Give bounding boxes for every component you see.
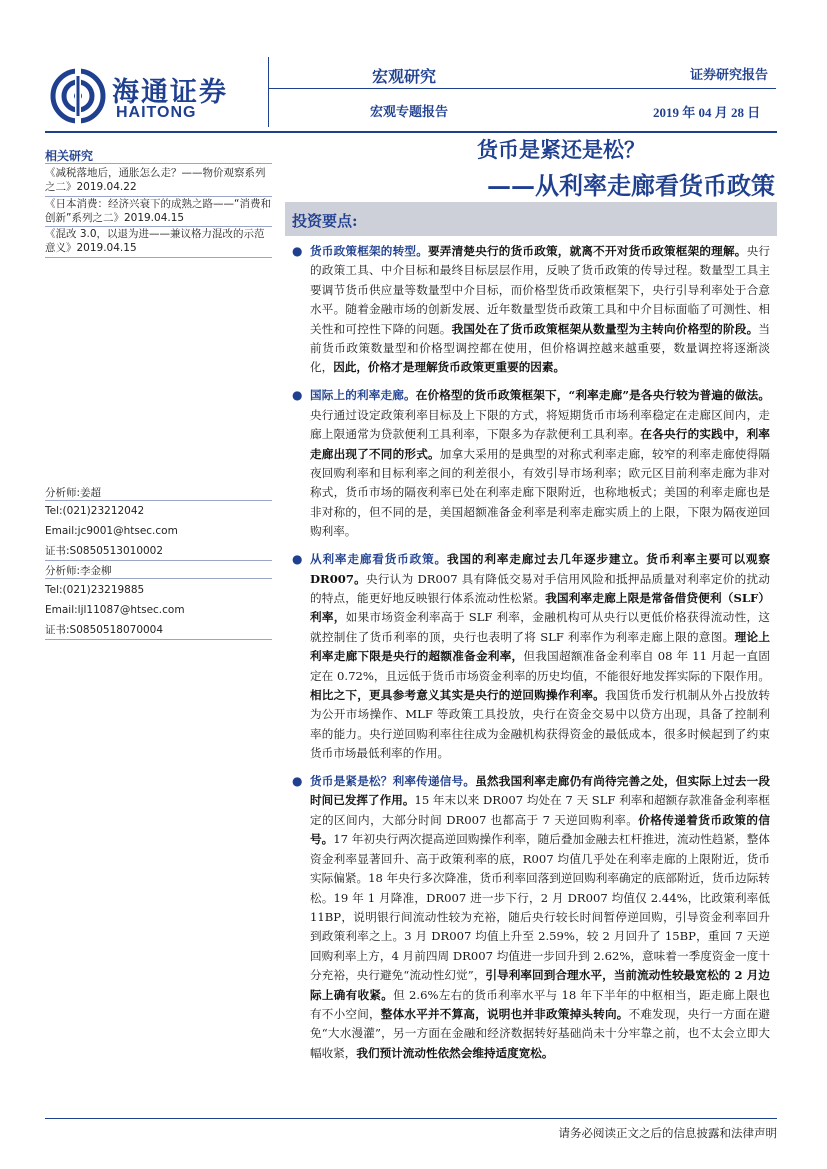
- report-type: 证券研究报告: [690, 68, 769, 83]
- related-date: 2019.04.15: [123, 212, 185, 224]
- header-divider: [268, 57, 269, 127]
- logo-english-text: HAITONG: [116, 104, 197, 121]
- paragraph-text: 相比之下，更具参考意义其实是央行的逆回购操作利率。: [310, 687, 605, 702]
- paragraph-heading: 货币是紧是松？利率传递信号。: [310, 774, 476, 789]
- key-point-paragraph: [292, 772, 770, 1063]
- sidebar-rule: [45, 639, 272, 640]
- report-subcategory: 宏观专题报告: [370, 105, 449, 120]
- related-title: 《混改 3.0，以退为进——兼议格力混改的示范意义》: [45, 228, 265, 254]
- analyst-cert: 证书:S0850513010002: [45, 545, 164, 557]
- paragraph-text: 加拿大采用的是典型的对称式利率走廊，较窄的利率走廊使得隔夜回购利率和目标利率之间的利差很小，有效引导市场利率；欧元区目前利率走廊为非对称式，货币市场的隔夜利率已处在利率走廊下限附近，也称地板式；美国的利率走廊也是非对称的，但不同的是，美国超额准备金利率是利率走廊实质上的上限，下限为隔夜逆回购利率。: [310, 446, 770, 539]
- related-item[interactable]: [45, 197, 272, 225]
- logo-chinese-text: 海通证券: [112, 77, 228, 108]
- paragraph-text: 在价格型的货币政策框架下，“利率走廊”是各央行较为普遍的做法。: [415, 388, 770, 403]
- paragraph-text: 要弄清楚央行的货币政策，就离不开对货币政策框架的理解。: [428, 244, 747, 258]
- analyst-email[interactable]: Email:jc9001@htsec.com: [45, 525, 178, 537]
- footer-rule: [45, 1118, 777, 1119]
- analyst-name: 分析师:姜超: [45, 487, 102, 499]
- title-main: 货币是紧还是松？: [477, 137, 645, 162]
- sidebar-rule: [45, 500, 272, 501]
- key-point-paragraph: [292, 386, 770, 541]
- analyst-email[interactable]: Email:ljl11087@htsec.com: [45, 604, 185, 616]
- header-rule: [45, 131, 777, 133]
- paragraph-text: 虽然我国利率走廊仍有尚待完善之处，但实际上过去一段时间已发挥了作用。: [310, 774, 770, 808]
- report-category: 宏观研究: [372, 67, 437, 86]
- paragraph-text: 央行认为 DR007 具有降低交易对手信用风险和抵押品质量对利率定价的扰动的特点，能更好地反映银行体系流动性松紧。: [310, 571, 771, 605]
- key-point-paragraph: [292, 550, 770, 763]
- key-points-body: [292, 242, 770, 1072]
- paragraph-text: 17 年初央行两次提高逆回购操作利率，随后叠加金融去杠杆推进，流动性趋紧，整体资金利率显著回升、高于政策利率的底，R007 均值几乎处在利率走廊的上限附近，货币实际偏紧。18 年央行多次降准，货币利率回落到逆回购利率确定的底部附近，货币边际转松。19 年 1 月降准，DR007 进一步下行，2 月 DR007 均值仅 2.44%，比政策利率低 11BP，说明银行间流动性较为充裕，随后央行较长时间暂停逆回购，引导资金利率回升到政策利率之上。3 月 DR007 均值上升至 2.59%，较 2 月回升了 15BP，重回 7 天逆回购利率上方，4 月前四周 DR007 均值进一步回升到 2.62%，意味着一季度资金一度十分充裕，央行避免“流动性幻觉”，: [310, 832, 770, 983]
- analyst-tel: Tel:(021)23219885: [45, 584, 145, 596]
- paragraph-heading: 货币政策框架的转型。: [310, 244, 428, 258]
- key-point-paragraph: [292, 242, 770, 378]
- sidebar-rule: [45, 578, 272, 579]
- paragraph-text: 当前货币政策数量型和价格型调控都在使用，但价格调控越来越重要，数量调控将逐渐淡化，: [310, 321, 770, 375]
- paragraph-text: 我国处在了货币政策框架从数量型为主转向价格型的阶段。: [451, 321, 759, 336]
- paragraph-text: 央行的政策工具、中介目标和最终目标层层作用，反映了货币政策的传导过程。数量型工具主要调节货币供应量等数量型中介目标，而价格型货币政策框架下，央行引导利率处于合意水平。随着金融市场的创新发展、近年数量型货币政策工具和中介目标面临了可测性、相关性和可控性下降的问题。: [310, 244, 770, 336]
- related-item[interactable]: [45, 227, 272, 255]
- paragraph-text: 在各央行的实践中，利率走廊出现了不同的形式。: [310, 427, 770, 461]
- haitong-logo-icon: [50, 68, 106, 124]
- paragraph-heading: 国际上的利率走廊。: [310, 388, 416, 403]
- paragraph-text: 我国的利率走廊过去几年逐步建立。货币利率主要可以观察 DR007。: [310, 552, 770, 586]
- paragraph-text: 整体水平并不算高，说明也并非政策掉头转向。: [380, 1006, 629, 1021]
- analyst-name: 分析师:李金柳: [45, 565, 112, 577]
- paragraph-text: 我国货币发行机制从外占投放转为公开市场操作、MLF 等政策工具投放，央行在资金交易中以贷方出现，具备了控制利率的能力。央行逆回购利率往往成为金融机构获得资金的最低成本，很多时候起到了约束货币市场最低利率的作用。: [310, 687, 770, 761]
- paragraph-text: 不难发现，央行一方面在避免“大水漫灌”，另一方面在金融和经济数据转好基础尚未十分牢靠之前，也不太会立即大幅收紧，: [310, 1006, 770, 1060]
- related-item[interactable]: [45, 166, 272, 194]
- paragraph-text: 理论上利率走廊下限是央行的超额准备金利率，: [310, 629, 770, 664]
- paragraph-heading: 从利率走廊看货币政策。: [310, 552, 448, 567]
- paragraph-text: 因此，价格才是理解货币政策更重要的因素。: [333, 360, 566, 375]
- paragraph-text: 价格传递着货币政策的信号。: [310, 812, 770, 847]
- bullet-icon: ●: [292, 774, 303, 789]
- related-date: 2019.04.15: [76, 242, 137, 254]
- paragraph-text: 但我国超额准备金利率自 08 年 11 月起一直固定在 0.72%，且远低于货币市场资金利率的历史均值，不能很好地发挥实际的下限作用。: [310, 649, 770, 683]
- key-points-bar: [285, 202, 777, 236]
- paragraph-text: 如果市场资金利率高于 SLF 利率，金融机构可从央行以更低价格获得流动性，这就控制住了货币利率的顶，央行也表明了将 SLF 利率作为利率走廊上限的意图。: [310, 610, 770, 644]
- sidebar-rule: [45, 163, 272, 164]
- related-title: 《日本消费：经济兴衰下的成熟之路——“消费和创新”系列之二》: [45, 198, 271, 224]
- related-date: 2019.04.22: [76, 181, 137, 193]
- title-sub: ——从利率走廊看货币政策: [487, 171, 775, 200]
- paragraph-text: 我国利率走廊上限是常备借贷便利（SLF）利率，: [310, 590, 770, 625]
- report-date: 2019 年 04 月 28 日: [653, 105, 761, 120]
- paragraph-text: 但 2.6%左右的货币利率水平与 18 年下半年的中枢相当，距走廊上限也有不小空间，: [310, 987, 770, 1021]
- paragraph-text: 央行通过设定政策利率目标及上下限的方式，将短期货币市场利率稳定在走廊区间内，走廊上限通常为贷款便利工具利率，下限多为存款便利工具利率。: [310, 407, 770, 442]
- sidebar-rule: [45, 257, 272, 258]
- bullet-icon: ●: [292, 244, 303, 258]
- sidebar-rule: [45, 560, 272, 561]
- related-research-heading: 相关研究: [45, 149, 94, 163]
- footer-disclaimer[interactable]: 请务必阅读正文之后的信息披露和法律声明: [558, 1126, 777, 1140]
- header-mid-rule: [268, 88, 776, 89]
- analyst-tel: Tel:(021)23212042: [45, 505, 145, 517]
- bullet-icon: ●: [292, 552, 303, 567]
- paragraph-text: 引导利率回到合理水平，当前流动性较最宽松的 2 月边际上确有收紧。: [310, 968, 770, 1002]
- paragraph-text: 我们预计流动性依然会维持适度宽松。: [356, 1045, 554, 1060]
- related-title: 《减税落地后，通胀怎么走？——物价观察系列之二》: [45, 167, 266, 193]
- paragraph-text: 15 年末以来 DR007 均处在 7 天 SLF 利率和超额存款准备金利率框定的区间内，大部分时间 DR007 也都高于 7 天逆回购利率。: [310, 793, 770, 827]
- analyst-cert: 证书:S0850518070004: [45, 624, 164, 636]
- key-points-label: 投资要点:: [292, 212, 358, 230]
- bullet-icon: ●: [292, 388, 303, 403]
